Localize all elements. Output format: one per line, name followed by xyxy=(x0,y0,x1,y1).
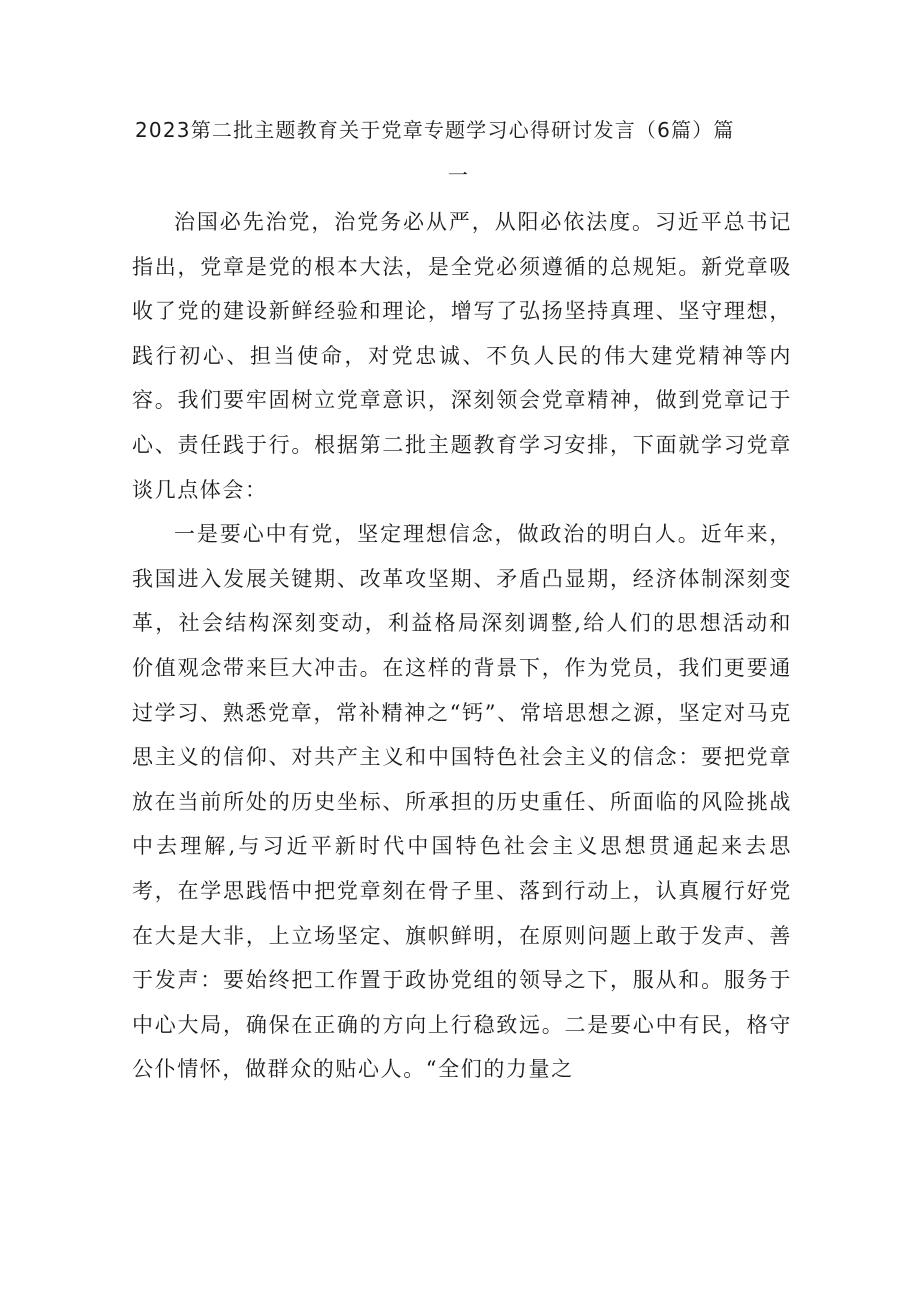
title-line-1: 2023第二批主题教育关于党章专题学习心得研讨发言（6篇）篇 xyxy=(135,118,735,142)
document-title xyxy=(132,108,802,198)
paragraph-intro: 治国必先治党，治党务必从严，从阳必依法度。习近平总书记指出，党章是党的根本大法，是全党必须遵循的总规矩。新党章吸收了党的建设新鲜经验和理论，增写了弘扬坚持真理、坚守理想，践行初心、担当使命，对党忠诚、不负人民的伟大建党精神等内容。我们要牢固树立党章意识，深刻领会党章精神，做到党章记于心、责任践于行。根据第二批主题教育学习安排，下面就学习党章谈几点体会： xyxy=(132,210,792,502)
title-line-2: 一 xyxy=(447,163,470,187)
paragraph-point-one: 一是要心中有党，坚定理想信念，做政治的明白人。近年来，我国进入发展关键期、改革攻坚期、矛盾凸显期，经济体制深刻变革，社会结构深刻变动，利益格局深刻调整,给人们的思想活动和价值观念带来巨大冲击。在这样的背景下，作为党员，我们更要通过学习、熟悉党章，常补精神之“钙”、常培思想之源，坚定对马克思主义的信仰、对共产主义和中国特色社会主义的信念：要把党章放在当前所处的历史坐标、所承担的历史重任、所面临的风险挑战中去理解,与习近平新时代中国特色社会主义思想贯通起来去思考，在学思践悟中把党章刻在骨子里、落到行动上，认真履行好党在大是大非，上立场坚定、旗帜鲜明，在原则问题上敢于发声、善于发声：要始终把工作置于政协党组的领导之下，服从和。服务于中心大局，确保在正确的方向上行稳致远。二是要心中有民，格守公仆情怀，做群众的贴心人。“全们的力量之 xyxy=(132,522,792,1082)
